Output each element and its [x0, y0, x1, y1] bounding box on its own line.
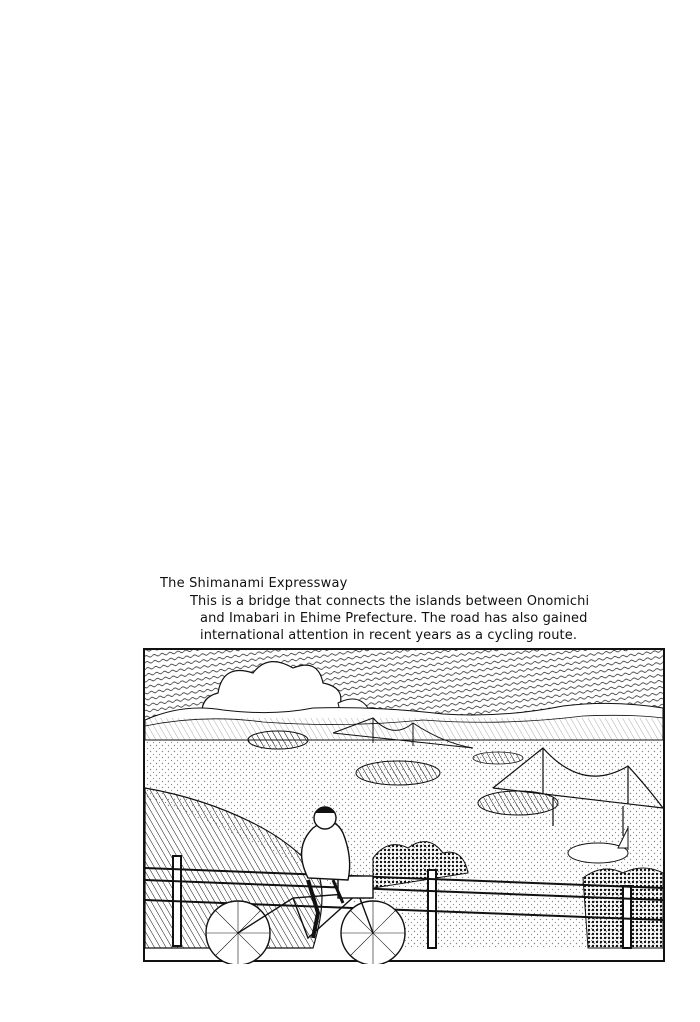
ink-drawing — [143, 648, 665, 964]
island — [248, 731, 308, 749]
caption-line: and Imabari in Ehime Prefecture. The road has also gained — [200, 611, 588, 626]
caption-body — [190, 593, 600, 644]
island — [356, 761, 440, 785]
caption-line: This is a bridge that connects the islands between Onomichi — [190, 594, 590, 609]
shimanami-illustration-panel — [143, 648, 665, 964]
island — [473, 752, 523, 764]
caption-title: The Shimanami Expressway — [160, 576, 348, 591]
caption-line: international attention in recent years as a cycling route. — [200, 628, 578, 643]
caption-block — [160, 575, 600, 644]
